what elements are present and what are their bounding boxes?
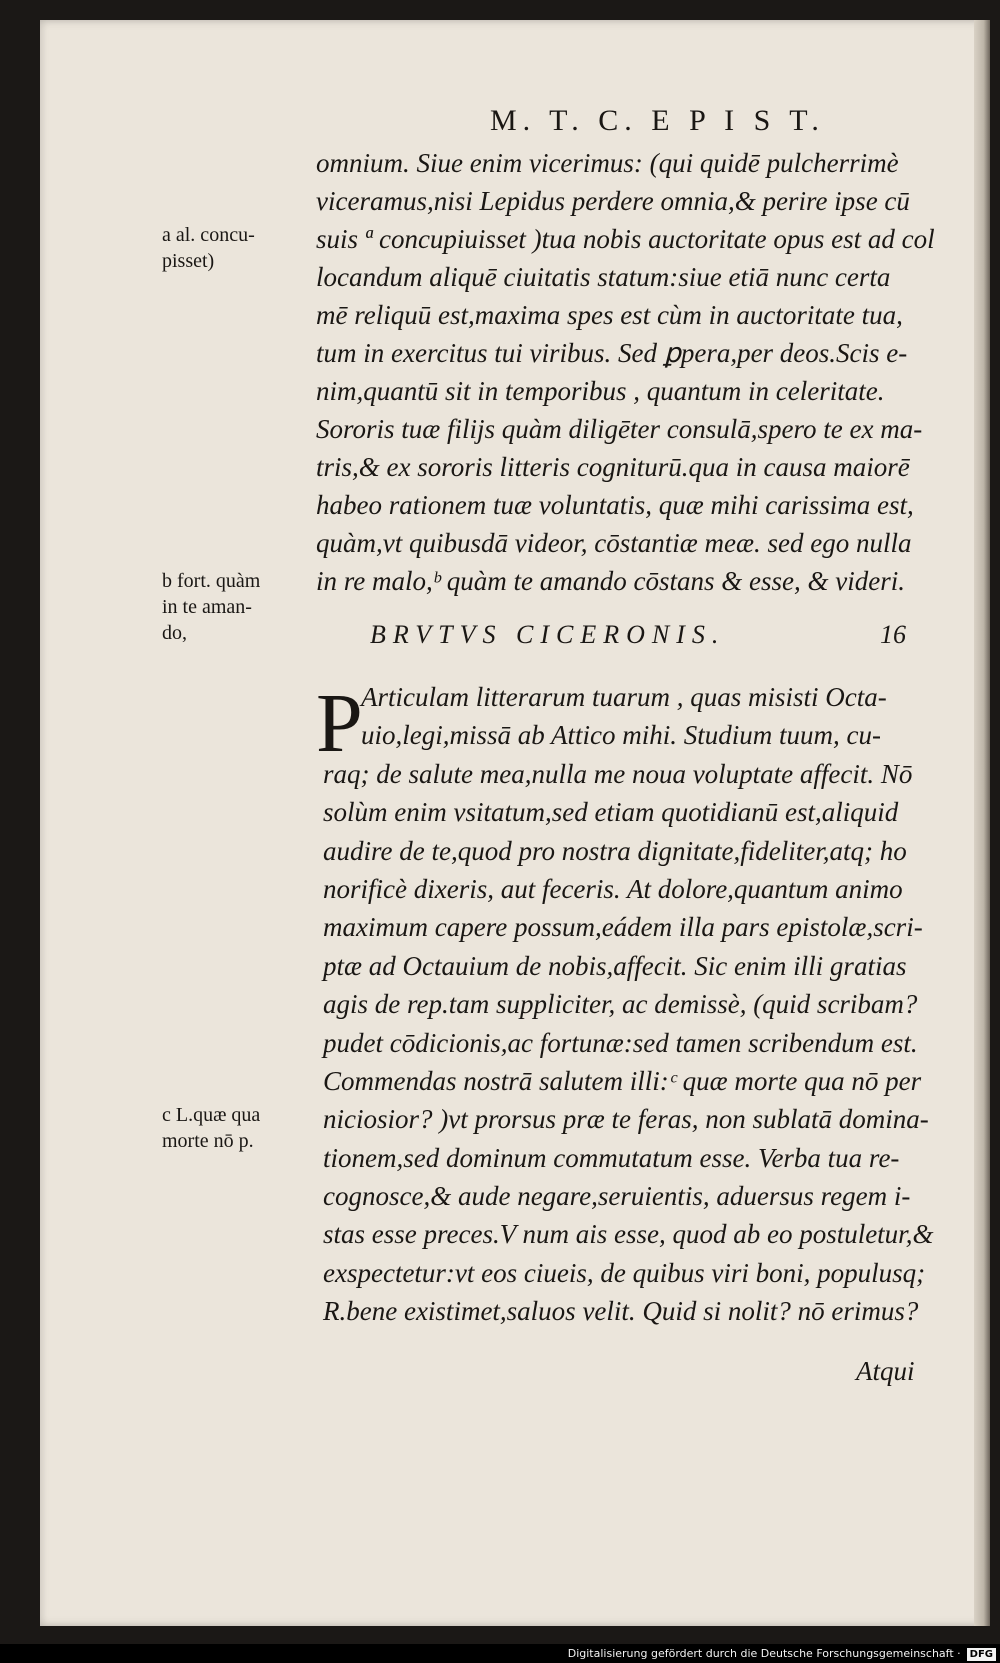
page-edge	[974, 20, 990, 1626]
text-line: ptæ ad Octauium de nobis,affecit. Sic enim illi gratias	[323, 950, 907, 981]
text-line: suis ª concupiuisset )tua nobis auctoritate opus est ad col	[316, 224, 935, 254]
text-line: omnium. Siue enim vicerimus: (qui quidē pulcherrimè	[316, 148, 899, 178]
text-line: raq; de salute mea,nulla me noua voluptate affecit. Nō	[323, 758, 913, 789]
text-line: tum in exercitus tui viribus. Sed ꝑpera,per deos.Scis e-	[316, 338, 908, 368]
margin-note-line: a al. concu-	[162, 224, 255, 246]
margin-note-b	[162, 568, 260, 646]
text-line: locandum aliquē ciuitatis statum:siue etiā nunc certa	[316, 262, 891, 292]
catchword: Atqui	[856, 1356, 915, 1386]
letter-heading: BRVTVS CICERONIS.	[370, 620, 726, 649]
text-line: agis de rep.tam suppliciter, ac demissè, (quid scribam?	[323, 989, 918, 1020]
margin-note-line: morte nō p.	[162, 1130, 254, 1152]
folio-number: 16	[880, 620, 906, 649]
margin-note-line: b fort. quàm	[162, 570, 261, 592]
text-line: exspectetur:vt eos ciueis, de quibus viri boni, populusq;	[323, 1257, 926, 1288]
footer-credit: Digitalisierung gefördert durch die Deutsche Forschungsgemeinschaft ·	[567, 1647, 961, 1660]
text-line: tris,& ex sororis litteris cogniturū.qua in causa maiorē	[316, 452, 910, 482]
text-line: uio,legi,missā ab Attico mihi. Studium tuum, cu-	[361, 720, 881, 751]
text-line: Commendas nostrā salutem illi:ᶜ quæ morte qua nō per	[323, 1065, 922, 1096]
margin-note-c	[162, 1102, 260, 1154]
margin-note-line: do,	[162, 622, 187, 644]
text-line: quàm,vt quibusdā videor, cōstantiæ meæ. sed ego nulla	[316, 528, 912, 558]
text-line: niciosior? )vt prorsus præ te feras, non sublatā domina-	[323, 1104, 929, 1135]
digitization-footer	[0, 1644, 1000, 1663]
text-line: solùm enim vsitatum,sed etiam quotidianū est,aliquid	[323, 797, 899, 828]
text-line: audire de te,quod pro nostra dignitate,fideliter,atq; ho	[323, 835, 907, 866]
text-line: nim,quantū sit in temporibus , quantum in celeritate.	[316, 376, 885, 406]
text-line: cognosce,& aude negare,seruientis, aduersus regem i-	[323, 1181, 911, 1212]
margin-note-a	[162, 222, 255, 274]
text-line: habeo rationem tuæ voluntatis, quæ mihi carissima est,	[316, 490, 914, 520]
text-line: in re malo,ᵇ quàm te amando cōstans & esse, & videri.	[316, 566, 905, 596]
text-line: maximum capere possum,eádem illa pars epistolæ,scri-	[323, 912, 923, 943]
book-page	[40, 20, 990, 1626]
text-line: Articulam litterarum tuarum , quas misisti Octa-	[361, 682, 887, 712]
text-line: Sororis tuæ filijs quàm diligēter consulā,spero te ex ma-	[316, 414, 923, 444]
text-line: mē reliquū est,maxima spes est cùm in auctoritate tua,	[316, 300, 903, 330]
text-line: stas esse preces.V num ais esse, quod ab eo postuletur,&	[323, 1219, 934, 1250]
dfg-logo: DFG	[967, 1648, 996, 1661]
text-line: norificè dixeris, aut feceris. At dolore,quantum animo	[323, 873, 903, 904]
margin-note-line: pisset)	[162, 250, 215, 272]
margin-note-line: c L.quæ qua	[162, 1104, 261, 1126]
text-line: tionem,sed dominum commutatum esse. Verba tua re-	[323, 1142, 900, 1173]
paragraph-1	[316, 144, 935, 600]
drop-cap: P	[316, 677, 363, 770]
text-line: R.bene existimet,saluos velit. Quid si nolit? nō erimus?	[323, 1296, 919, 1327]
margin-note-line: in te aman-	[162, 596, 252, 618]
running-head: M. T. C. E P I S T.	[490, 104, 825, 137]
paragraph-2	[323, 678, 933, 1331]
text-line: viceramus,nisi Lepidus perdere omnia,& perire ipse cū	[316, 186, 910, 216]
text-line: pudet cōdicionis,ac fortunæ:sed tamen scribendum est.	[323, 1027, 918, 1058]
